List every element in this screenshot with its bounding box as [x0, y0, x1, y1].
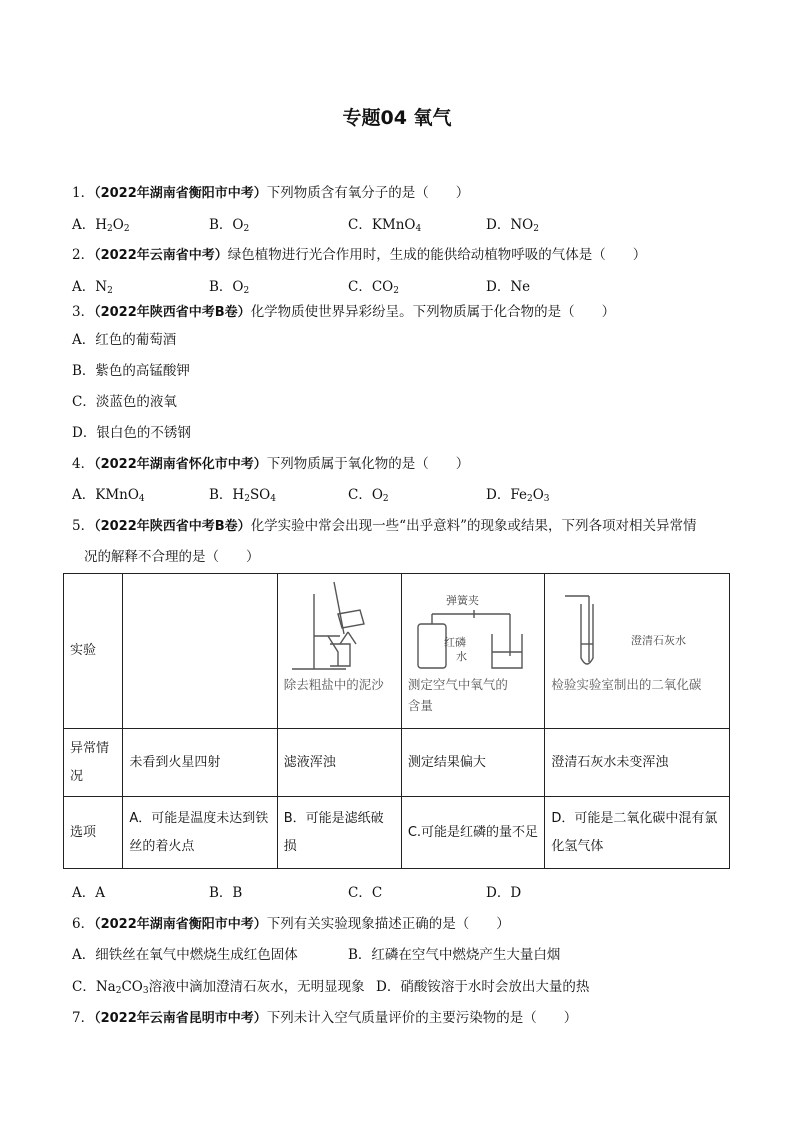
table-cell-empty — [123, 574, 277, 729]
option-b: B．紫色的高锰酸钾 — [72, 363, 190, 379]
filtration-apparatus-icon — [278, 574, 404, 674]
oxygen-measurement-apparatus-icon — [402, 574, 546, 674]
option-b: B．$H_2SO_4$ — [209, 487, 276, 504]
option-a: A．$N_2$ — [72, 279, 113, 296]
table-row — [64, 574, 730, 729]
table-cell: C.可能是红磷的量不足 — [401, 797, 545, 869]
table-cell: 澄清石灰水未变浑浊 — [545, 729, 730, 797]
question-3: 3．（2022年陕西省中考B卷）化学物质使世界异彩纷呈。下列物质属于化合物的是（ ） — [72, 304, 616, 320]
figure-oxygen — [401, 574, 545, 729]
table-cell: 测定结果偏大 — [401, 729, 545, 797]
option-c: C．$CO_2$ — [348, 279, 399, 296]
option-d: D．$NO_2$ — [486, 217, 539, 234]
question-4: 4．（2022年湖南省怀化市中考）下列物质属于氧化物的是（ ） — [72, 456, 470, 472]
option-d: D．D — [486, 885, 522, 901]
option-b: B．$O_2$ — [209, 279, 250, 296]
table-row — [64, 797, 730, 869]
row-header-experiment: 实验 — [64, 574, 123, 729]
row-header-abnormal: 异常情况 — [64, 729, 123, 797]
table-cell: 未看到火星四射 — [123, 729, 277, 797]
option-a: A．$H_2O_2$ — [72, 217, 130, 234]
option-c: C．C — [348, 885, 383, 901]
option-d: D．$Fe_2O_3$ — [486, 487, 550, 504]
question-7: 7．（2022年云南省昆明市中考）下列未计入空气质量评价的主要污染物的是（ ） — [72, 1010, 578, 1026]
option-c: C．KMnO$_4$ — [348, 217, 422, 234]
question-6: 6．（2022年湖南省衡阳市中考）下列有关实验现象描述正确的是（ ） — [72, 916, 510, 932]
fig-label-limewater: 澄清石灰水 — [631, 634, 687, 647]
figure-caption: 测定空气中氧气的含量 — [407, 677, 508, 713]
option-c: C．淡蓝色的液氧 — [72, 394, 177, 410]
fig-label-water: 水 — [455, 650, 467, 663]
row-header-option: 选项 — [64, 797, 123, 869]
fig-label-phosphorus: 红磷 — [443, 636, 466, 649]
table-row — [64, 729, 730, 797]
page-title: 专题04 氧气 — [342, 107, 452, 129]
figure-co2 — [545, 574, 730, 729]
option-a: A．红色的葡萄酒 — [72, 332, 177, 348]
figure-filter — [277, 574, 401, 729]
option-b: B．红磷在空气中燃烧产生大量白烟 — [348, 947, 561, 963]
option-c: C．$Na_2CO_3$溶液中滴加澄清石灰水，无明显现象 — [72, 979, 365, 996]
table-cell: D．可能是二氧化碳中混有氯化氢气体 — [545, 797, 730, 869]
experiment-table — [63, 573, 730, 869]
option-b: B．$O_2$ — [209, 217, 250, 234]
option-a: A．细铁丝在氧气中燃烧生成红色固体 — [72, 947, 298, 963]
table-cell: A．可能是温度未达到铁丝的着火点 — [123, 797, 277, 869]
option-d: D．银白色的不锈钢 — [72, 425, 191, 441]
question-5: 5．（2022年陕西省中考B卷）化学实验中常会出现一些“出乎意料”的现象或结果，下列各项对相关异常情 — [72, 518, 697, 534]
table-cell: 滤液浑浊 — [277, 729, 401, 797]
table-cell: B．可能是滤纸破损 — [277, 797, 401, 869]
co2-test-apparatus-icon — [545, 574, 735, 674]
question-2: 2．（2022年云南省中考）绿色植物进行光合作用时，生成的能供给动植物呼吸的气体是（ ） — [72, 247, 647, 263]
question-5-continued: 况的解释不合理的是（ ） — [84, 549, 260, 565]
option-d: D．Ne — [486, 279, 531, 295]
option-c: C．$O_2$ — [348, 487, 389, 504]
option-a: A．KMnO$_4$ — [72, 487, 145, 504]
option-d: D．硝酸铵溶于水时会放出大量的热 — [376, 979, 590, 995]
figure-caption: 检验实验室制出的二氧化碳 — [551, 677, 702, 692]
option-b: B．B — [209, 885, 243, 901]
fig-label-clamp: 弹簧夹 — [445, 594, 479, 607]
figure-caption: 除去粗盐中的泥沙 — [283, 677, 384, 692]
question-1: 1．（2022年湖南省衡阳市中考）下列物质含有氧分子的是（ ） — [72, 185, 470, 201]
option-a: A．A — [72, 885, 105, 901]
